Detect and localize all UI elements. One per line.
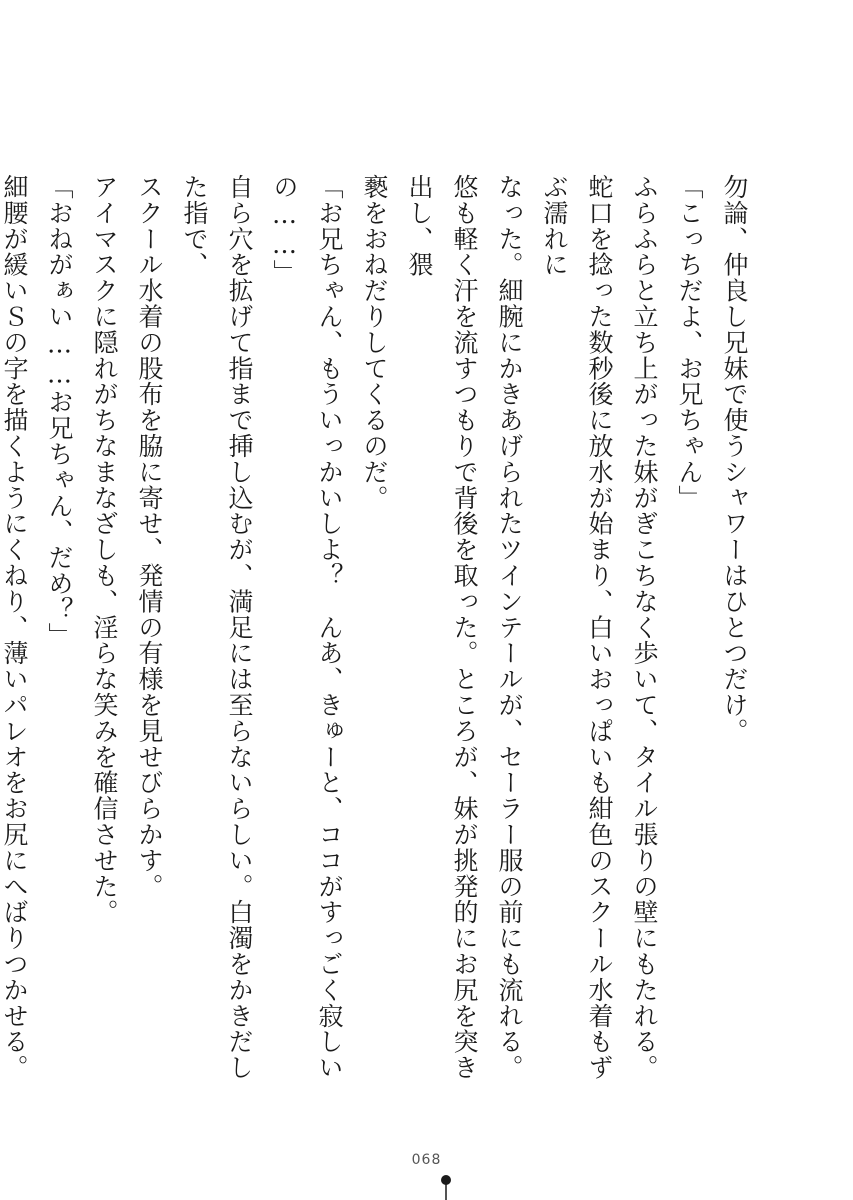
paragraph: 自ら穴を拡げて指まで挿し込むが、満足には至らないらしい。白濁をかきだした指で、 [180,174,254,1081]
paragraph: 蛇口を捻った数秒後に放水が始まり、白いおっぱいも紺色のスクール水着もずぶ濡れに [540,174,614,1081]
paragraph: 「お兄ちゃん、もういっかいしよ？ んあ、きゅーと、ココがすっごく寂しいの……」 [270,174,344,1081]
paragraph: 細腰が緩いＳの字を描くようにくねり、薄いパレオをお尻にへばりつかせる。 [0,174,29,1081]
paragraph: 褻をおねだりしてくるのだ。 [360,174,389,511]
paragraph: 悠も軽く汗を流すつもりで背後を取った。ところが、妹が挑発的にお尻を突き出し、猥 [405,174,479,1081]
paragraph: アイマスクに隠れがちなまなざしも、淫らな笑みを確信させた。 [90,174,119,926]
paragraph: 「こっちだよ、お兄ちゃん」 [675,174,704,511]
paragraph: 勿論、仲良し兄妹で使うシャワーはひとつだけ。 [720,174,749,744]
paragraph: ふらふらと立ち上がった妹がぎこちなく歩いて、タイル張りの壁にもたれる。 [630,174,659,1081]
page-marker-icon [440,1174,452,1200]
paragraph: スクール水着の股布を脇に寄せ、発情の有様を見せびらかす。 [135,174,164,900]
vertical-text-body [0,174,757,1094]
paragraph: なった。細腕にかきあげられたツインテールが、セーラー服の前にも流れる。 [495,174,524,1081]
paragraph: 「おねがぁい……お兄ちゃん、だめ？」 [45,174,74,649]
page-number: 068 [411,1152,442,1168]
